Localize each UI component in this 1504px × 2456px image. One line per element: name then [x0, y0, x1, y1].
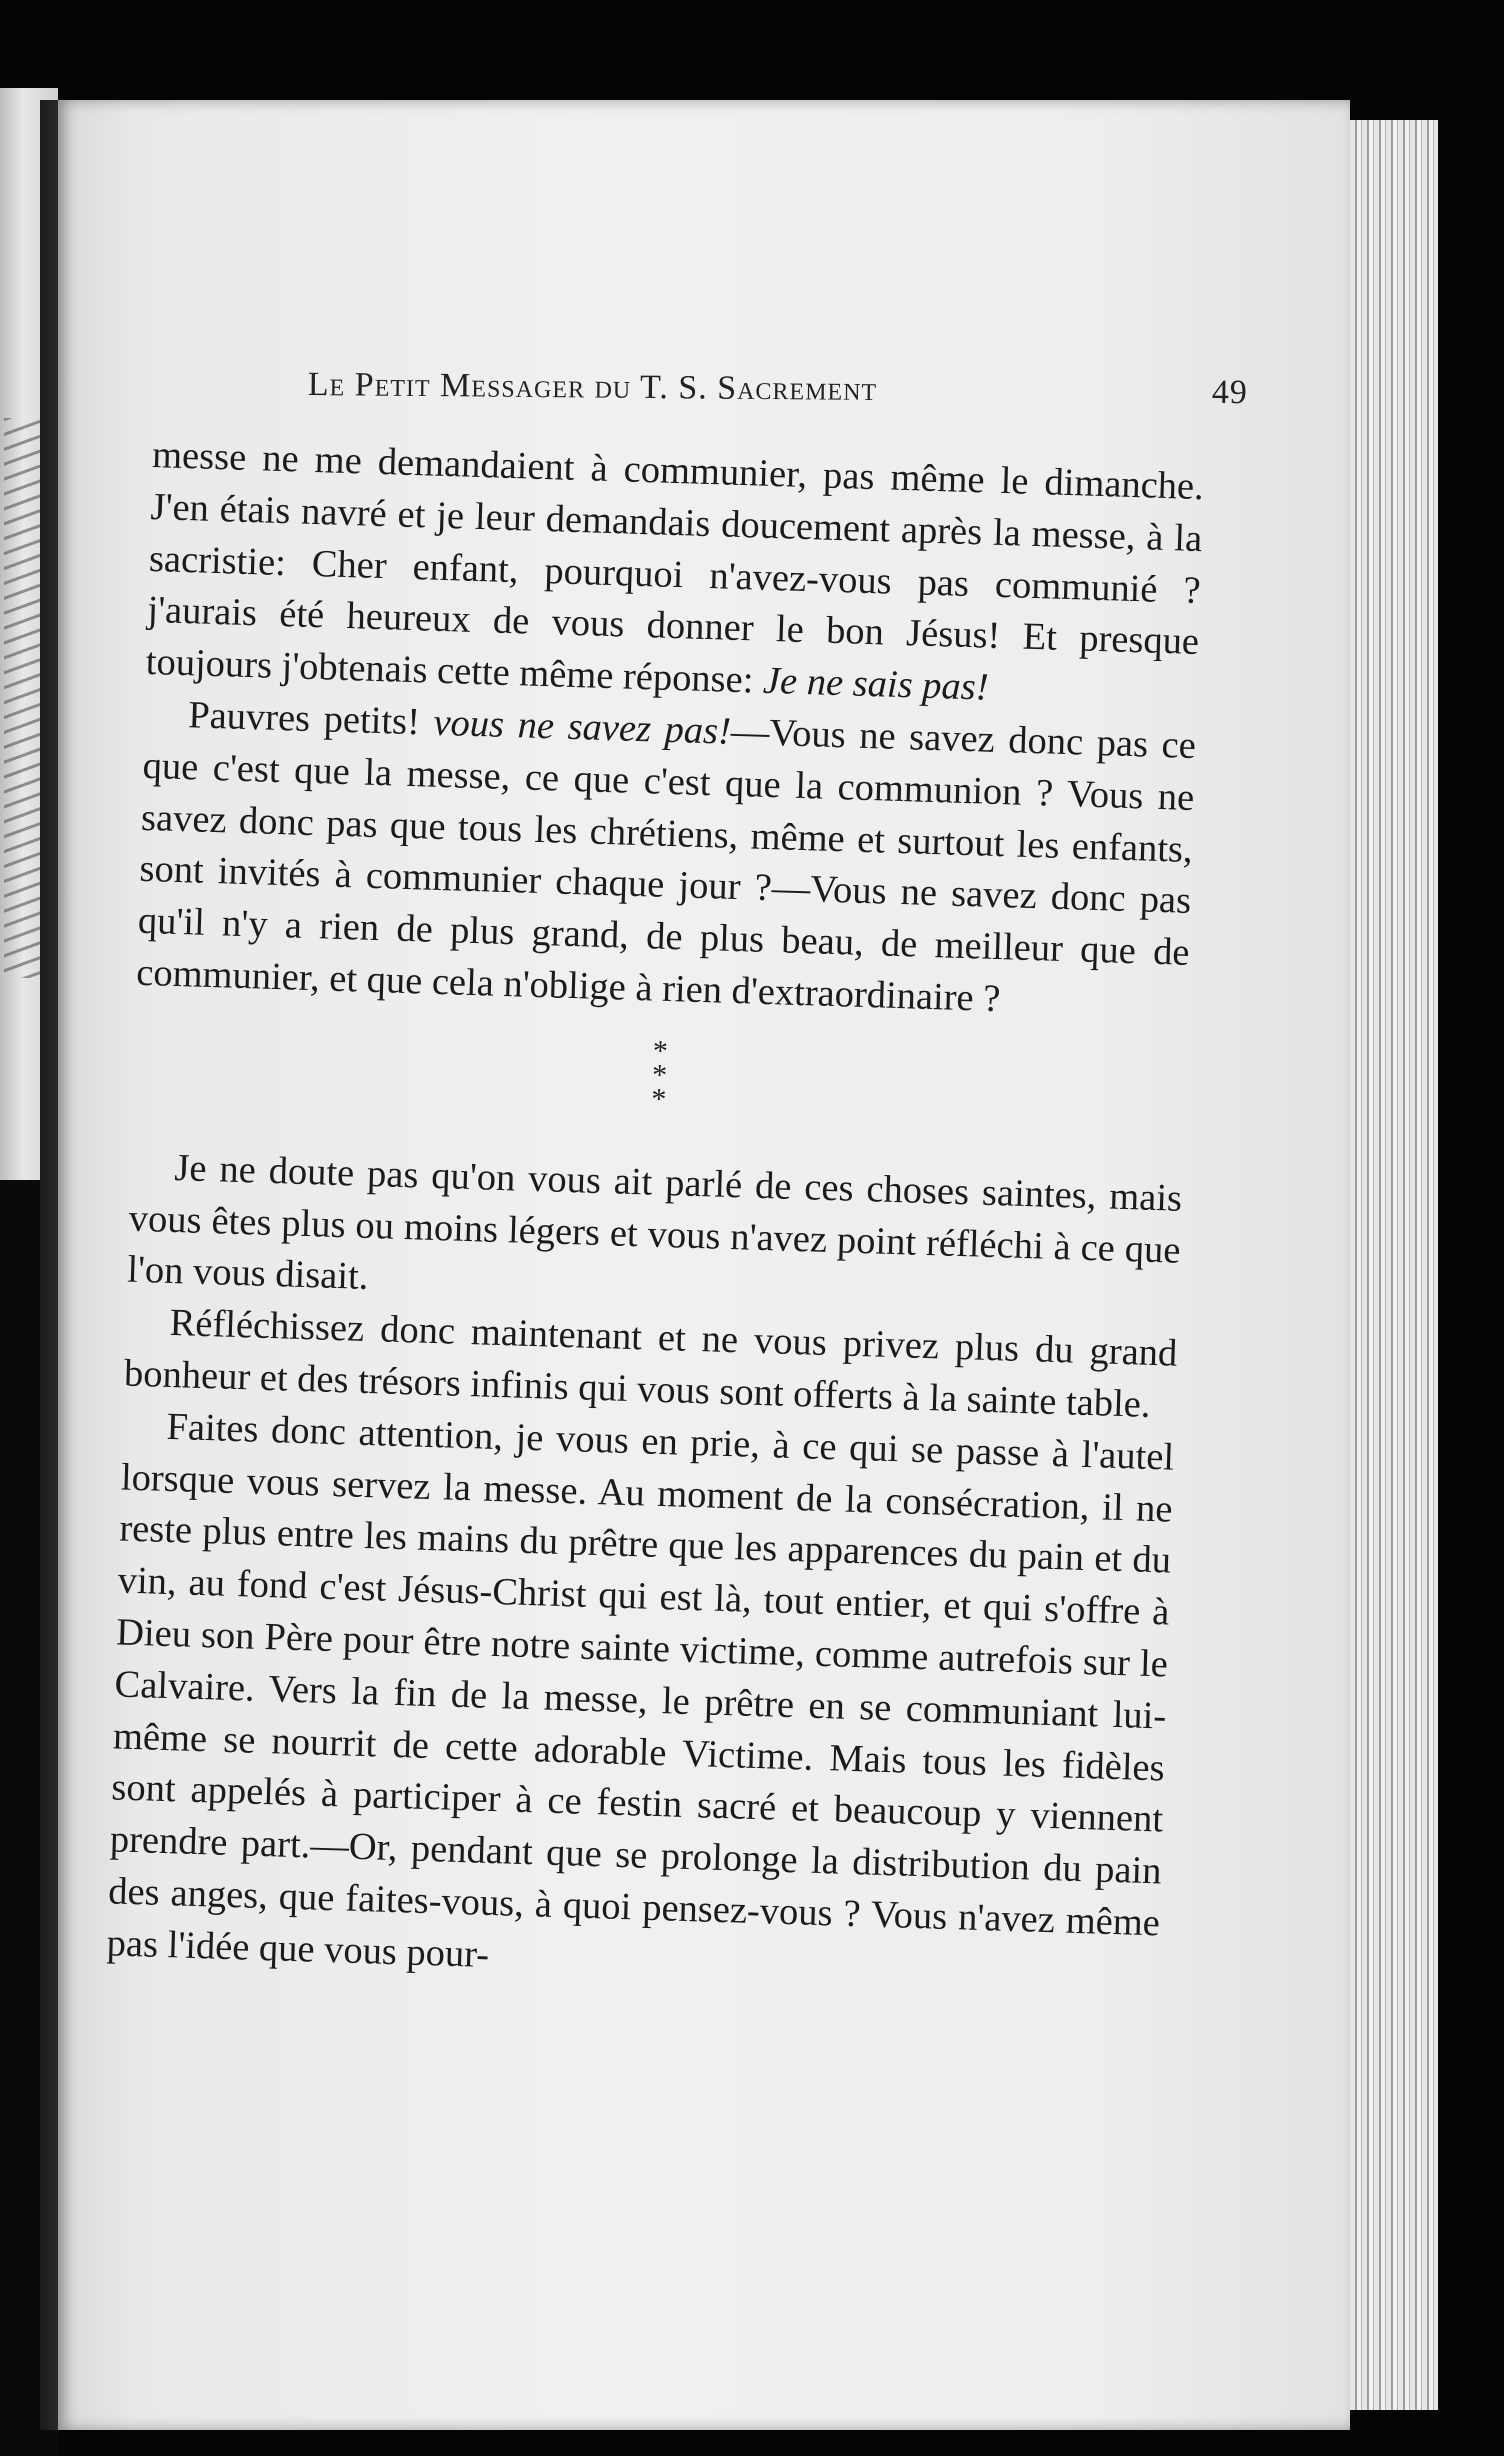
asterism	[133, 1023, 1187, 1127]
paragraph: Je ne doute pas qu'on vous ait parlé de ces choses saintes, mais vous êtes plus ou moins légers et vous n'avez point réfléchi à ce que l'on vous disait.	[126, 1146, 1183, 1299]
paragraph-text: Pauvres petits!	[187, 694, 421, 744]
paragraph	[145, 430, 1204, 721]
page-header	[308, 366, 1248, 424]
asterism-star: *	[651, 1058, 668, 1092]
italic-text: Je ne sais pas!	[762, 659, 990, 709]
body-text	[106, 430, 1205, 2002]
paragraph	[136, 689, 1197, 1032]
paragraph: Réfléchissez donc maintenant et ne vous privez plus du grand bonheur et des trésors infinis qui vous sont offerts à la sainte table.	[123, 1302, 1178, 1426]
asterism-star: *	[652, 1034, 669, 1068]
paragraph-text: messe ne me demandaient à communier, pas même le dimanche. J'en étais navré et je leur demandais doucement après la messe, à la sacristie: Cher enfant, pourquoi n'avez-vous pas communié ? j'aurais été heureux de vous donner le bon Jésus! Et presque toujours j'obtenais cette même réponse:	[145, 433, 1205, 702]
asterism-star: *	[650, 1082, 667, 1116]
italic-text: vous ne savez pas!	[432, 701, 732, 753]
book-page	[58, 100, 1350, 2430]
ornament-decoration	[4, 418, 44, 978]
page-number: 49	[1211, 373, 1248, 412]
running-title: Le Petit Messager du T. S. Sacrement	[307, 366, 878, 408]
paragraph-text: —Vous ne savez donc pas ce que c'est que la messe, ce que c'est que la communion ? Vous ne savez donc pas que tous les chrétiens, même et surtout les enfants, sont invités à communier chaque jour ?—Vous ne savez donc pas qu'il n'y a rien de plus grand, de plus beau, de meilleur que de communier, et que cela n'oblige à rien d'extraordinaire ?	[135, 710, 1197, 1021]
page-stack-edges	[1350, 120, 1438, 2410]
paragraph: Faites donc attention, je vous en prie, à ce qui se passe à l'autel lorsque vous servez la messe. Au moment de la consécration, il ne reste plus entre les mains du prêtre que les apparences du pain et du vin, au fond c'est Jésus-Christ qui est là, tout entier, et qui s'offre à Dieu son Père pour être notre sainte victime, comme autrefois sur le Calvaire. Vers la fin de la messe, le prêtre en se communiant lui-même se nourrit de cette adorable Victime. Mais tous les fidèles sont appelés à participer à ce festin sacré et beaucoup y viennent prendre part.—Or, pendant que se prolonge la distribution du pain des anges, que faites-vous, à quoi pensez-vous ? Vous n'avez même pas l'idée que vous pour-	[106, 1405, 1175, 1976]
